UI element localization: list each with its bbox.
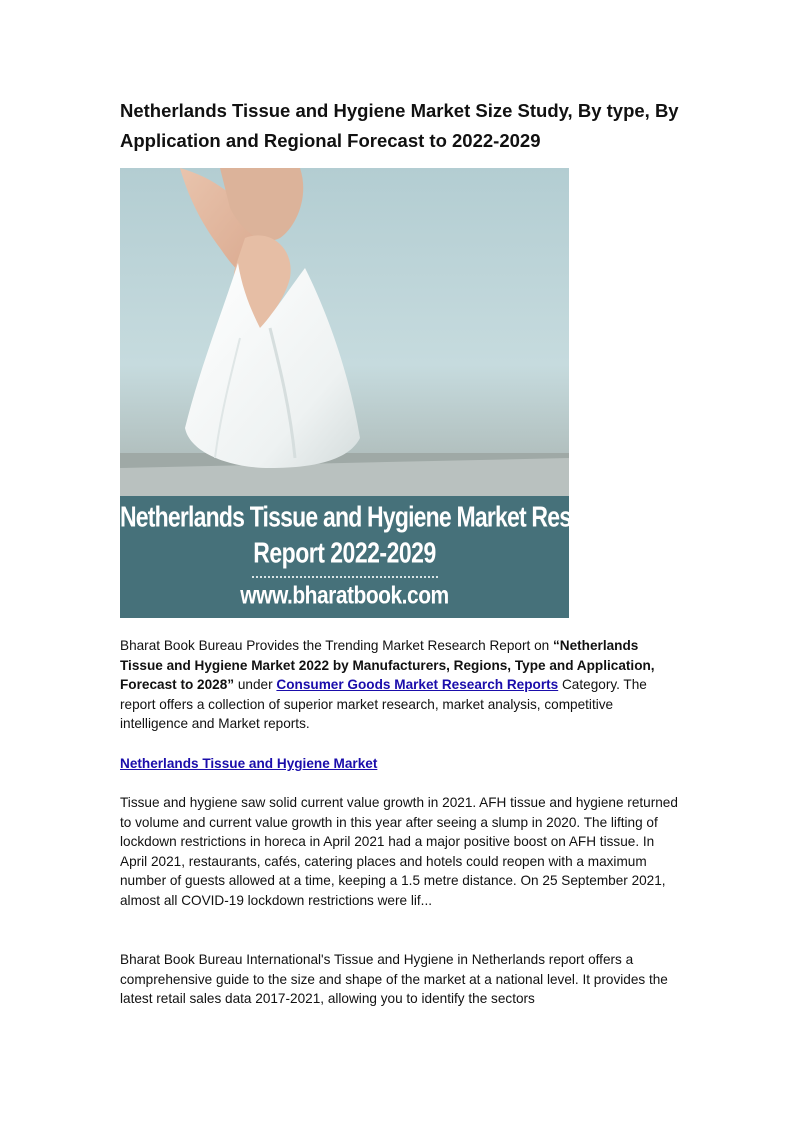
banner-title: Netherlands Tissue and Hygiene Market Research	[120, 500, 629, 533]
market-link-paragraph	[120, 754, 680, 774]
report-description-paragraph: Bharat Book Bureau International's Tissue and Hygiene in Netherlands report offers a comprehensive guide to the size and shape of the market at a national level. It provides the latest retail sales data 2017-2021, allowing you to identify the sectors	[120, 952, 668, 1007]
report-name: “Netherlands Tissue and Hygiene Market 2022 by Manufacturers, Regions, Type and Application, Forecast to 2028”	[120, 638, 655, 693]
intro-tail: Category. The report offers a collection of superior market research, market analysis, competitive intelligence and Market reports.	[120, 677, 647, 732]
banner-url: www.bharatbook.com	[240, 582, 449, 610]
market-link[interactable]: Netherlands Tissue and Hygiene Market	[120, 756, 378, 771]
hero-image	[120, 168, 629, 618]
banner-subtitle: Report 2022-2029	[253, 536, 436, 569]
tissue-photo	[120, 168, 569, 496]
intro-lead: Bharat Book Bureau Provides the Trending Market Research Report on	[120, 638, 553, 653]
intro-paragraph	[120, 636, 680, 734]
banner-divider	[252, 576, 438, 578]
intro-under: under	[234, 677, 277, 693]
report-banner	[120, 496, 629, 618]
page-title: Netherlands Tissue and Hygiene Market Size Study, By type, By Application and Regional Forecast to 2022-2029	[120, 100, 679, 151]
summary-paragraph: Tissue and hygiene saw solid current value growth in 2021. AFH tissue and hygiene returned to volume and current value growth in this year after seeing a slump in 2020. The lifting of lockdown restrictions in horeca in April 2021 had a major positive boost on AFH tissue. In April 2021, restaurants, cafés, catering places and hotels could reopen with a maximum number of guests allowed at a time, keeping a 1.5 metre distance. On 25 September 2021, almost all COVID-19 lockdown restrictions were lif...	[120, 795, 678, 908]
category-link[interactable]: Consumer Goods Market Research Reports	[276, 677, 559, 693]
